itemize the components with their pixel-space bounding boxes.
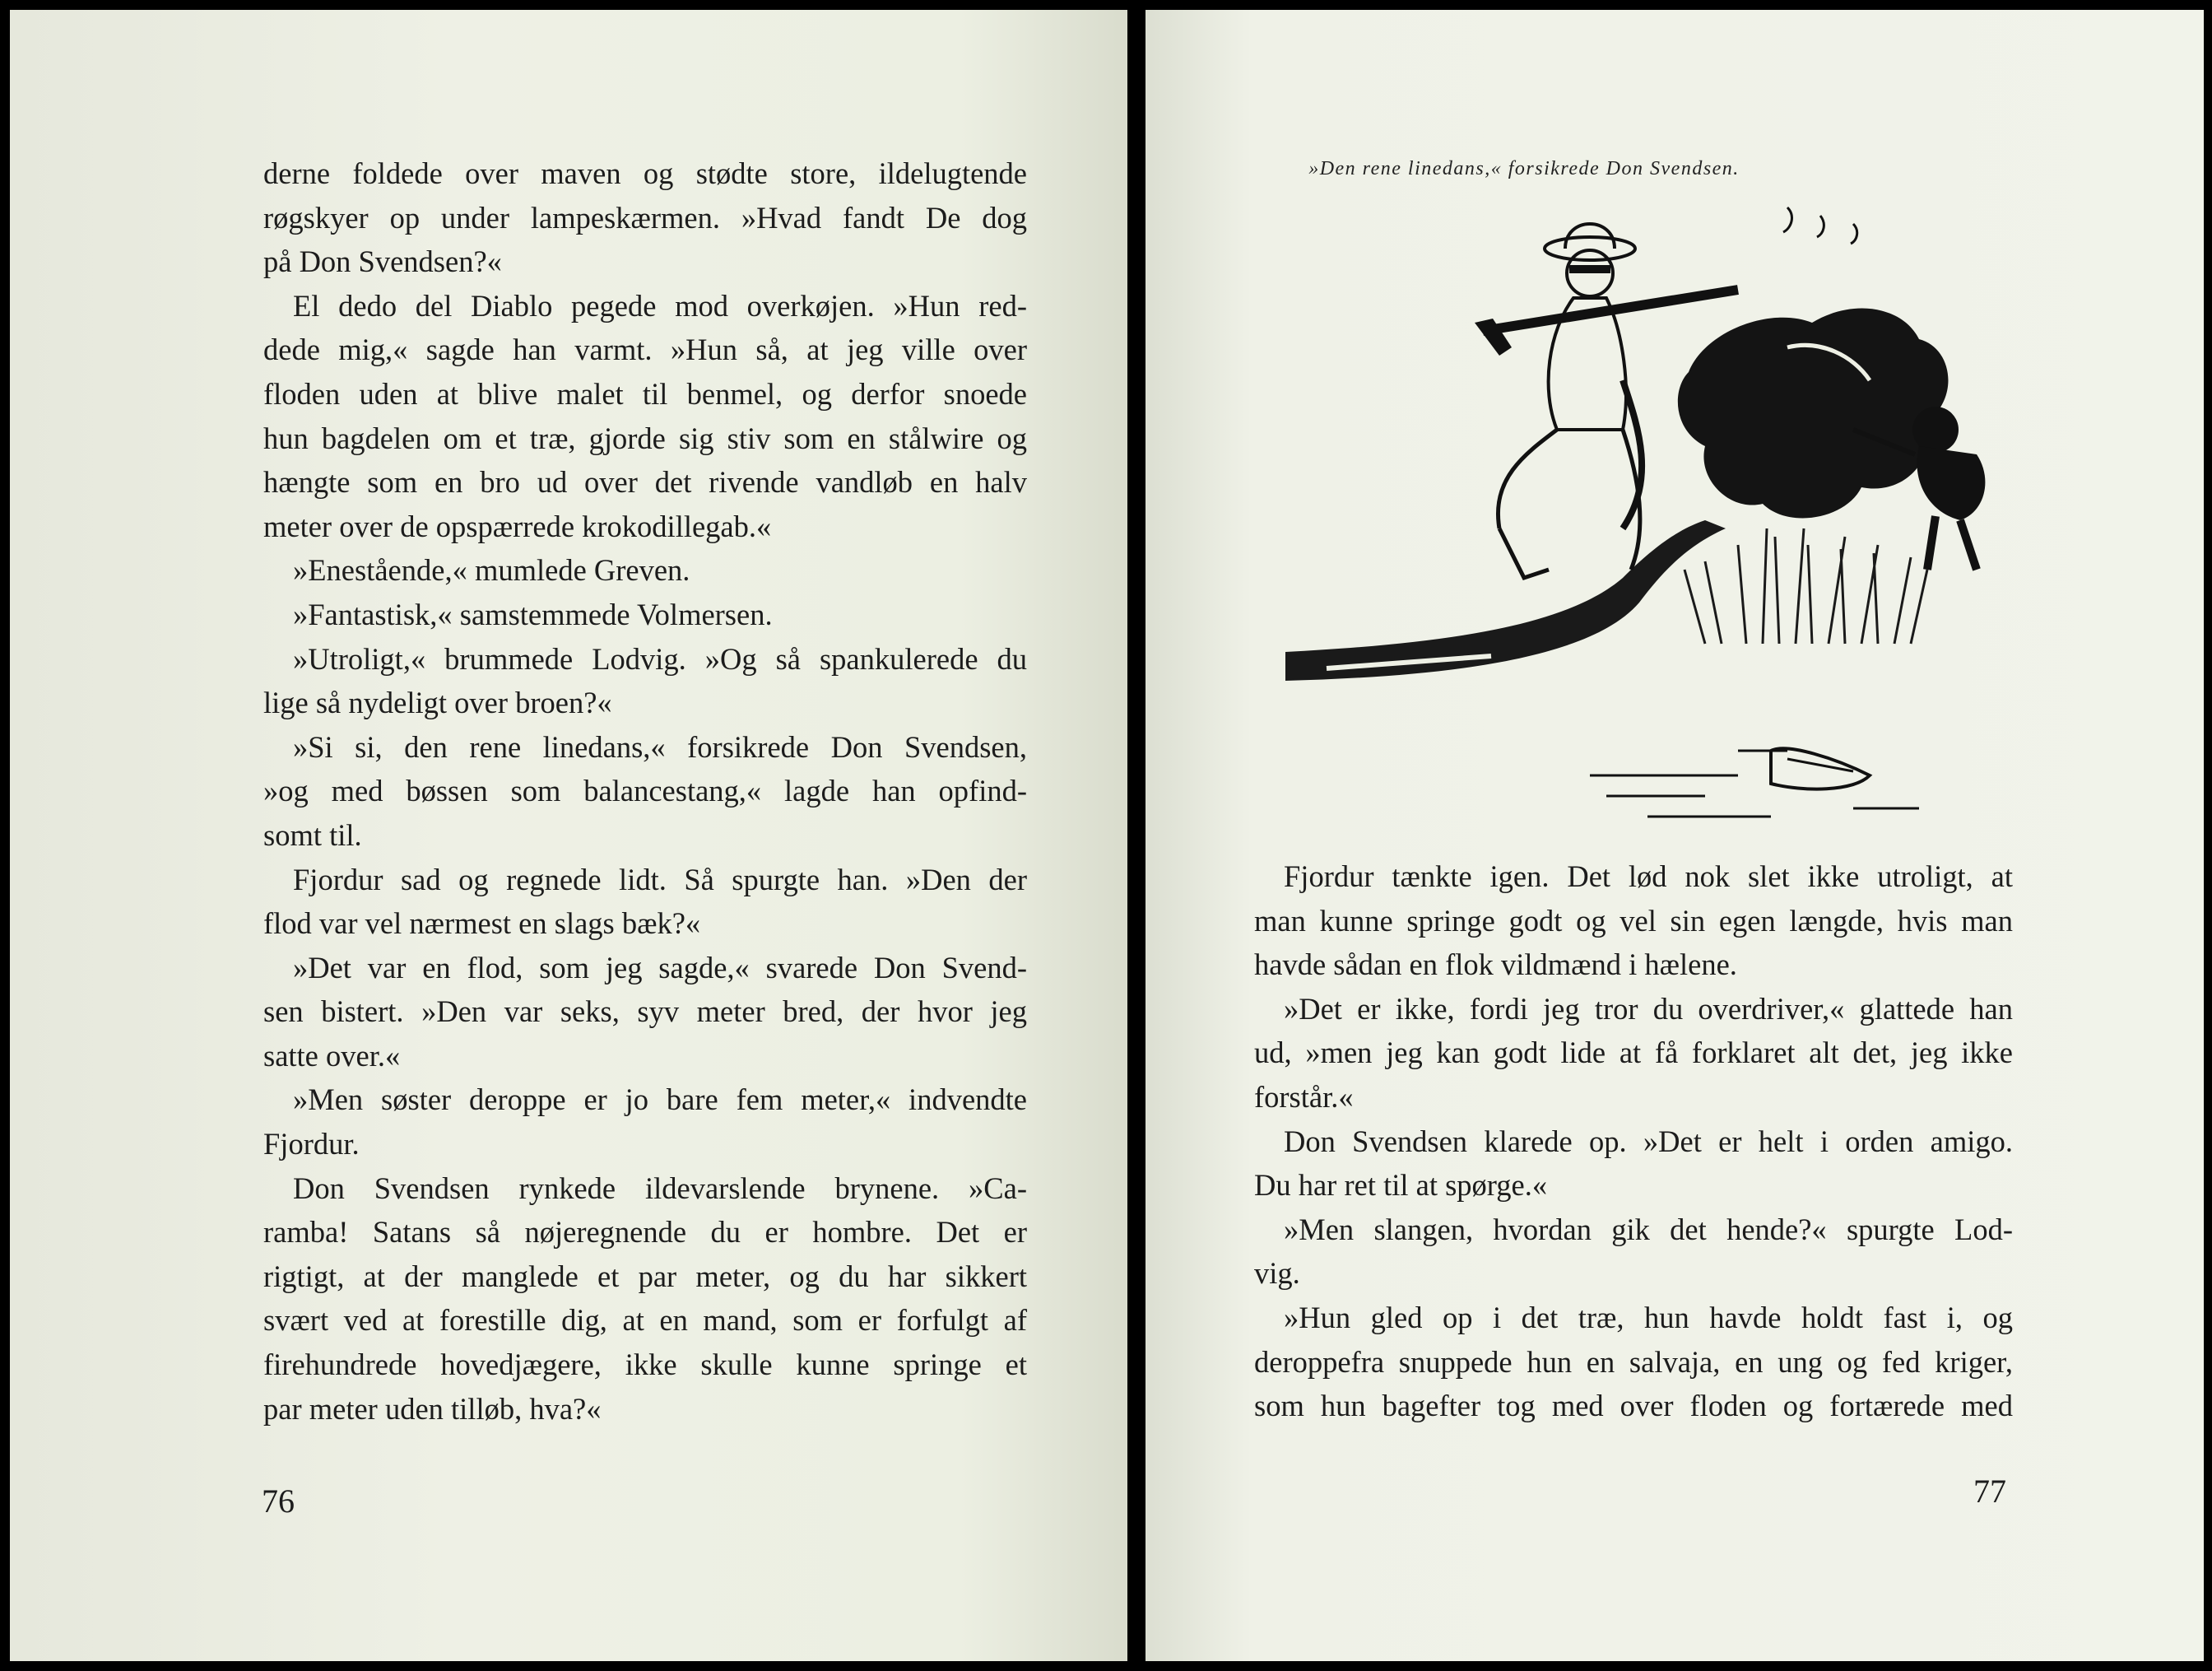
right-page-text [1254,854,2013,1428]
text-line: hængte som en bro ud over det rivende vandløb en halv [263,465,1027,500]
text-line: ud, »men jeg kan godt lide at få forklaret alt det, jeg ikke [1254,1036,2013,1070]
text-line: »Men søster deroppe er jo bare fem meter,« indvendte [293,1082,1027,1117]
text-line: rigtigt, at der manglede et par meter, og du har sikkert [263,1259,1027,1293]
text-line: hun bagdelen om et træ, gjorde sig stiv som en stålwire og [263,421,1027,455]
text-line: som hun bagefter tog med over floden og fortærede med [1254,1389,2013,1423]
text-line: »Utroligt,« brummede Lodvig. »Og så spankulerede du [293,641,1027,676]
text-line: Du har ret til at spørge.« [1254,1168,1548,1203]
text-line: man kunne springe godt og vel sin egen længde, hvis man [1254,903,2013,938]
text-line: »Det er ikke, fordi jeg tror du overdriver,« glattede han [1284,991,2013,1026]
left-page [10,10,1127,1661]
text-line: Fjordur tænkte igen. Det lød nok slet ikke utroligt, at [1284,859,2013,893]
text-line: deroppefra snuppede hun en salvaja, en ung og fed kriger, [1254,1344,2013,1379]
ink-illustration [1277,183,2204,841]
text-line: flod var vel nærmest en slags bæk?« [263,906,701,941]
text-line: somt til. [263,817,362,852]
text-line: Don Svendsen klarede op. »Det er helt i orden amigo. [1284,1124,2013,1158]
text-line: »Si si, den rene linedans,« forsikrede Don Svendsen, [293,729,1027,764]
text-line: »Hun gled op i det træ, hun havde holdt fast i, og [1284,1300,2013,1334]
text-line: El dedo del Diablo pegede mod overkøjen. »Hun red- [293,288,1027,323]
text-line: »Enestående,« mumlede Greven. [293,553,690,588]
text-line: »Fantastisk,« samstemmede Volmersen. [293,597,773,631]
text-line: floden uden at blive malet til benmel, og derfor snoede [263,376,1027,411]
text-line: meter over de opspærrede krokodillegab.« [263,509,772,543]
text-line: dede mig,« sagde han varmt. »Hun så, at jeg ville over [263,333,1027,367]
right-page [1146,10,2204,1661]
text-line: par meter uden tilløb, hva?« [263,1391,602,1426]
text-line: »og med bøssen som balancestang,« lagde han opfind- [263,774,1027,808]
text-line: »Men slangen, hvordan gik det hende?« spurgte Lod- [1284,1212,2013,1246]
text-line: »Det var en flod, som jeg sagde,« svarede Don Svend- [293,950,1027,984]
text-line: forstår.« [1254,1079,1354,1114]
text-line: Don Svendsen rynkede ildevarslende brynene. »Ca- [293,1171,1027,1205]
text-line: svært ved at forestille dig, at en mand, som er forfulgt af [263,1303,1027,1338]
text-line: havde sådan en flok vildmænd i hælene. [1254,947,1737,982]
text-line: Fjordur. [263,1127,360,1161]
page-number: 77 [1973,1473,2006,1510]
text-line: lige så nydeligt over broen?« [263,686,612,720]
text-line: ramba! Satans så nøjeregnende du er hombre. Det er [263,1215,1027,1250]
text-line: firehundrede hovedjægere, ikke skulle kunne springe et [263,1348,1027,1382]
page-number: 76 [262,1482,295,1520]
left-page-text [263,151,1027,1431]
text-line: derne foldede over maven og stødte store, ildelugtende [263,156,1027,190]
text-line: satte over.« [263,1038,401,1073]
text-line: røgskyer op under lampeskærmen. »Hvad fandt De dog [263,200,1027,235]
text-line: Fjordur sad og regnede lidt. Så spurgte han. »Den der [293,862,1027,896]
illustration-caption: »Den rene linedans,« forsikrede Don Svendsen. [1308,158,1740,179]
text-line: sen bistert. »Den var seks, syv meter bred, der hvor jeg [263,994,1027,1029]
text-line: på Don Svendsen?« [263,244,502,279]
text-line: vig. [1254,1256,1300,1291]
